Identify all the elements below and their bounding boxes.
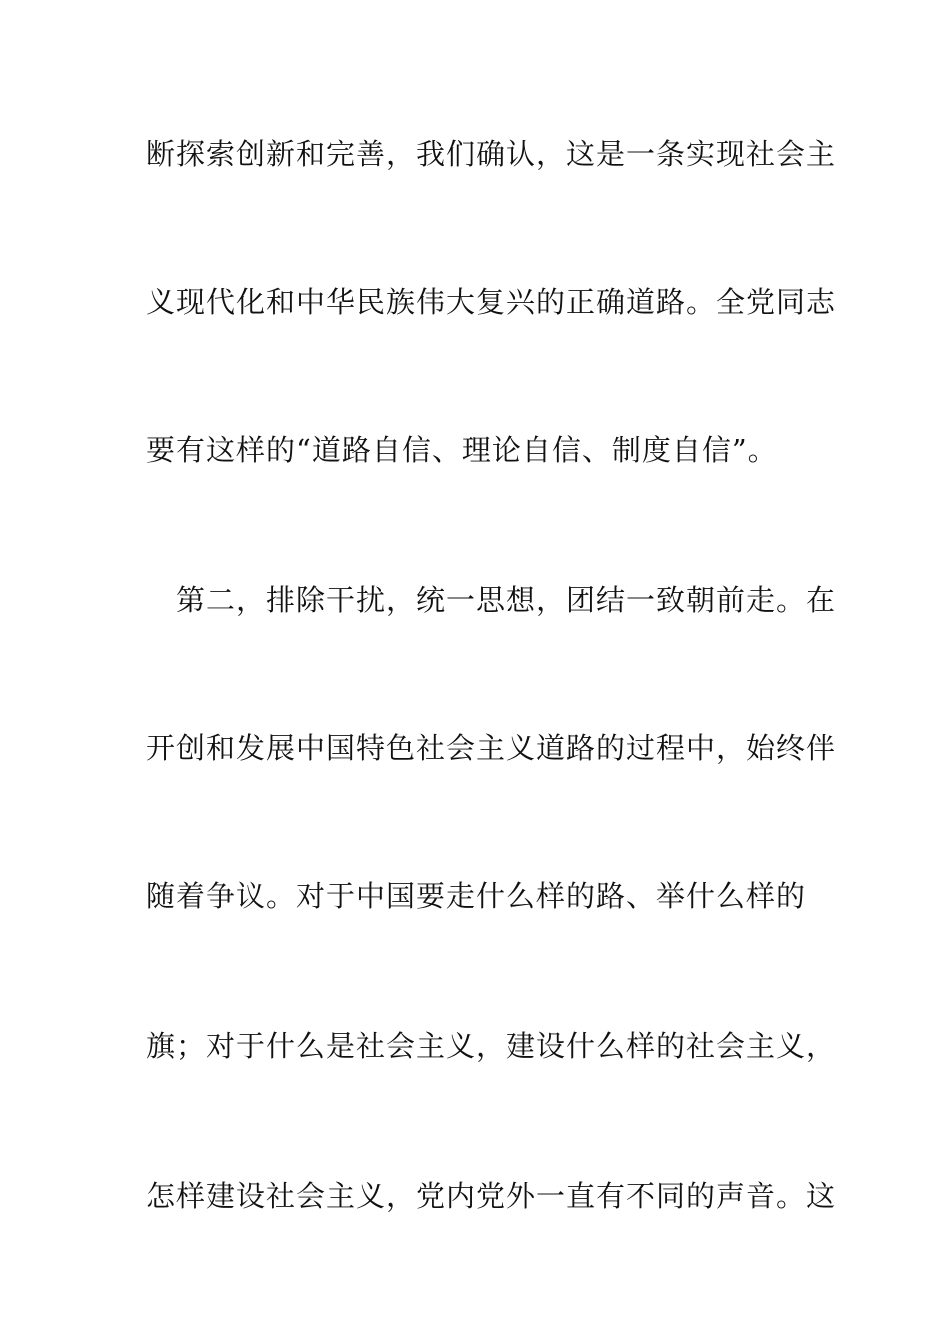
text-line-5: 开创和发展中国特色社会主义道路的过程中，始终伴: [146, 731, 837, 765]
text-line-1: 断探索创新和完善，我们确认，这是一条实现社会主: [146, 137, 837, 171]
text-line-2: 义现代化和中华民族伟大复兴的正确道路。全党同志: [146, 285, 837, 319]
text-line-8: 怎样建设社会主义，党内党外一直有不同的声音。这: [146, 1179, 837, 1213]
text-line-7: 旗；对于什么是社会主义，建设什么样的社会主义，: [146, 1029, 837, 1063]
text-line-3: 要有这样的“道路自信、理论自信、制度自信”。: [146, 433, 778, 467]
text-line-6: 随着争议。对于中国要走什么样的路、举什么样的: [146, 879, 807, 913]
text-line-4: 第二，排除干扰，统一思想，团结一致朝前走。在: [146, 583, 837, 617]
